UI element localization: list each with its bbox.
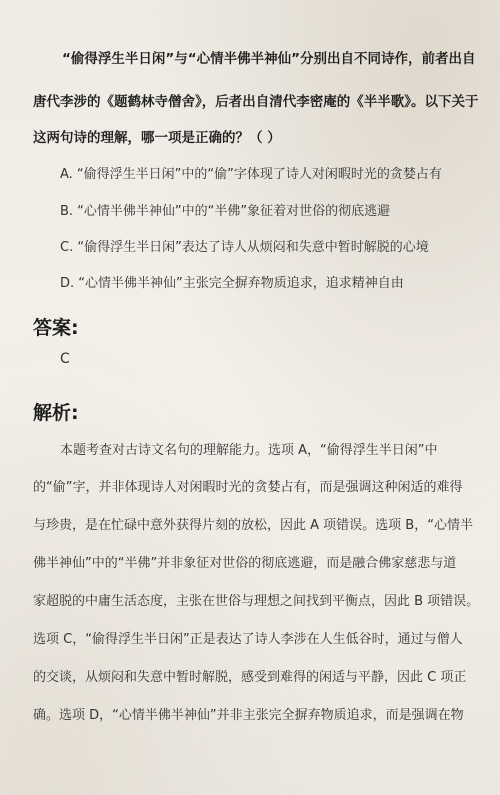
question-line-1: “偷得浮生半日闲”与“心情半佛半神仙”分别出自不同诗作，前者出自 <box>62 51 476 67</box>
explanation-line-1: 本题考查对古诗文名句的理解能力。选项 A，“偷得浮生半日闲”中 <box>60 443 438 458</box>
question-line-3: 这两句诗的理解，哪一项是正确的？（ ） <box>33 130 281 146</box>
explanation-line-2: 的“偷”字，并非体现诗人对闲暇时光的贪婪占有，而是强调这种闲适的难得 <box>33 480 463 495</box>
explanation-line-7: 的交谈，从烦闷和失意中暂时解脱，感受到难得的闲适与平静，因此 C 项正 <box>33 670 467 685</box>
explanation-line-4: 佛半神仙”中的“半佛”并非象征对世俗的彻底逃避，而是融合佛家慈悲与道 <box>33 556 457 571</box>
explanation-line-5: 家超脱的中庸生活态度，主张在世俗与理想之间找到平衡点，因此 B 项错误。 <box>33 594 480 609</box>
explanation-line-6: 选项 C，“偷得浮生半日闲”正是表达了诗人李涉在人生低谷时，通过与僧人 <box>33 632 463 647</box>
option-d: D. “心情半佛半神仙”主张完全摒弃物质追求，追求精神自由 <box>60 276 404 291</box>
option-a: A. “偷得浮生半日闲”中的“偷”字体现了诗人对闲暇时光的贪婪占有 <box>60 167 442 182</box>
explanation-line-3: 与珍贵，是在忙碌中意外获得片刻的放松，因此 A 项错误。选项 B，“心情半 <box>33 518 473 533</box>
answer-value: C <box>60 351 70 367</box>
option-b: B. “心情半佛半神仙”中的“半佛”象征着对世俗的彻底逃避 <box>60 204 391 219</box>
option-c: C. “偷得浮生半日闲”表达了诗人从烦闷和失意中暂时解脱的心境 <box>60 240 429 255</box>
explanation-heading: 解析: <box>33 402 79 424</box>
answer-heading: 答案: <box>33 317 79 339</box>
question-line-2: 唐代李涉的《题鹤林寺僧舍》，后者出自清代李密庵的《半半歌》。以下关于 <box>33 94 479 110</box>
explanation-line-8: 确。选项 D，“心情半佛半神仙”并非主张完全摒弃物质追求，而是强调在物 <box>33 708 464 723</box>
